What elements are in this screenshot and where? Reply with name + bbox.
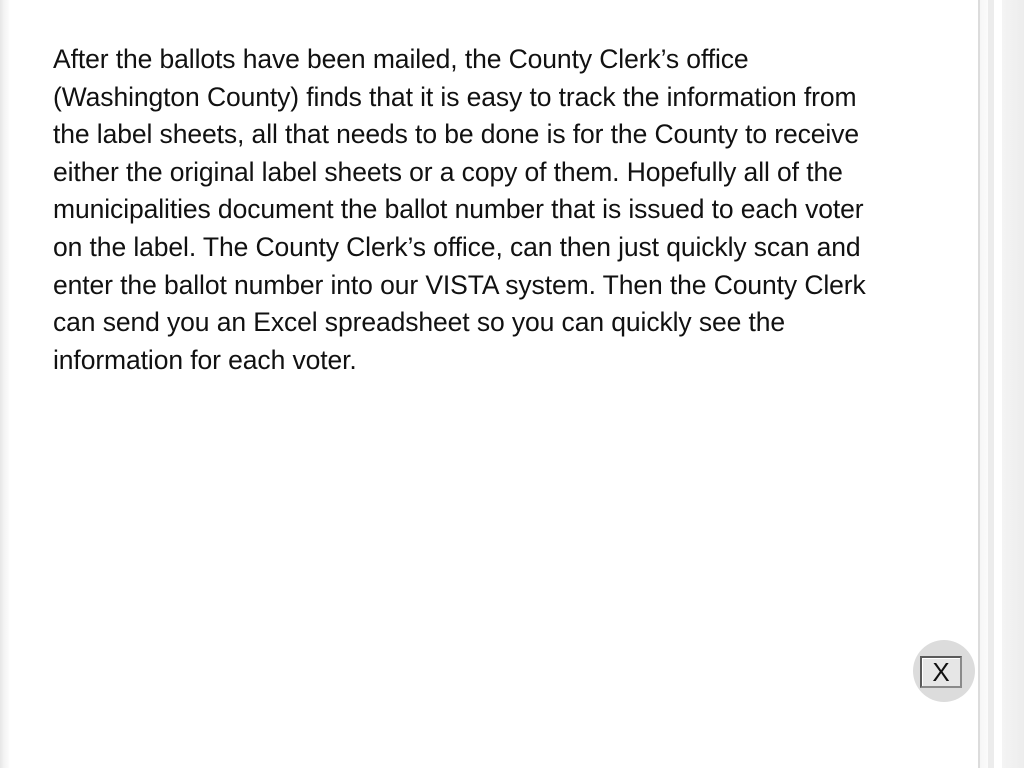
slide-left-edge bbox=[0, 0, 10, 768]
slide-body-text: After the ballots have been mailed, the County Clerk’s office (Washington County) finds that it is easy to track the information from the label sheets, all that needs to be done is for the County to receive either the original label sheets or a copy of them. Hopefully all of the municipalities document the ballot number that is issued to each voter on the label. The County Clerk’s office, can then just quickly scan and enter the ballot number into our VISTA system. Then the County Clerk can send you an Excel spreadsheet so you can quickly see the information for each voter. bbox=[53, 44, 866, 375]
slide-right-frame bbox=[978, 0, 1024, 768]
close-icon[interactable]: X bbox=[920, 656, 962, 688]
